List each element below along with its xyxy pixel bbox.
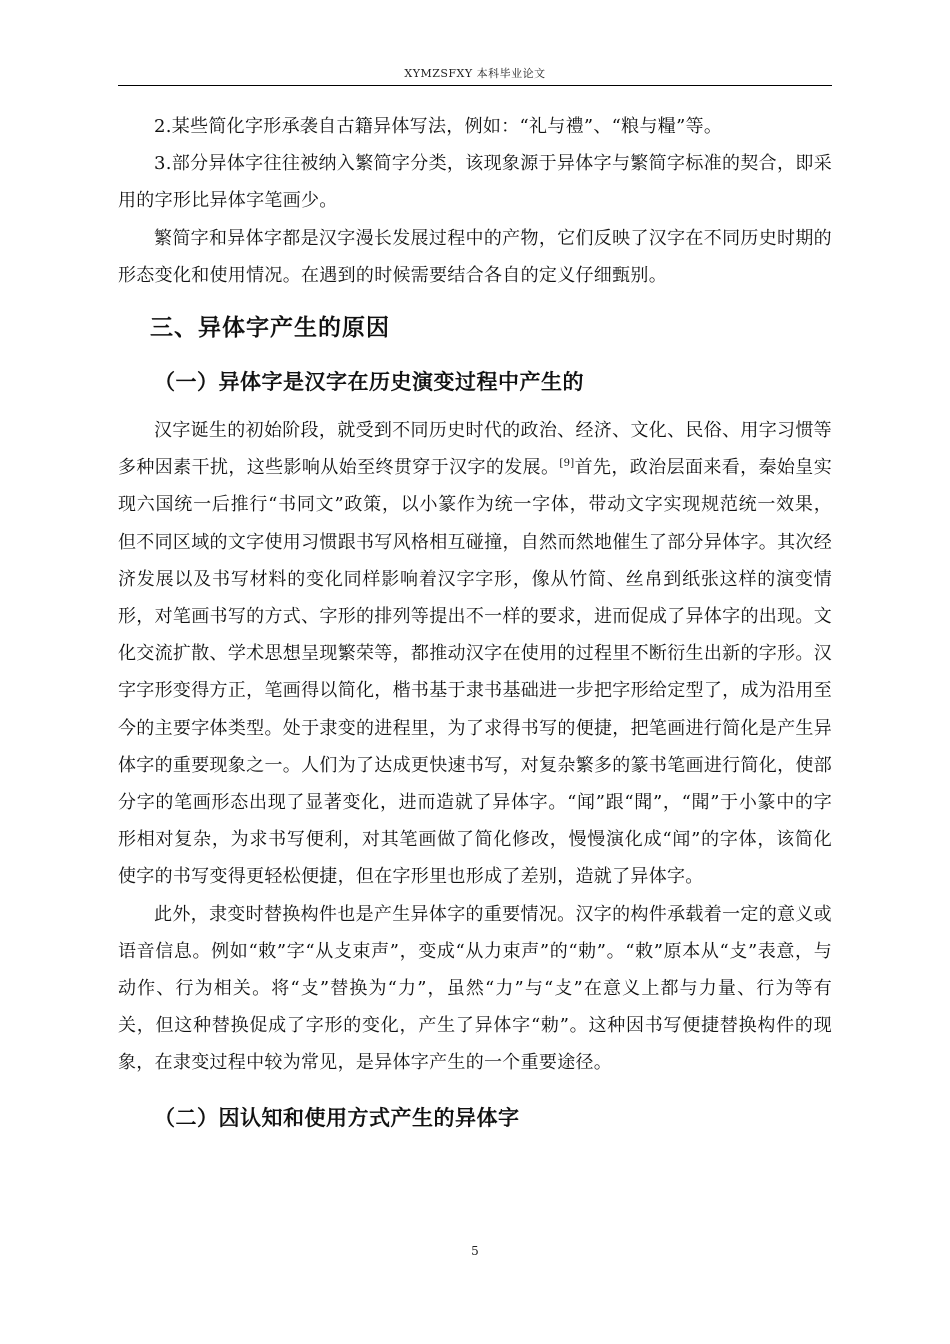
paragraph-item-2: 2.某些简化字形承袭自古籍异体写法，例如：“礼与禮”、“粮与糧”等。 [154,116,723,137]
subsection-heading-2: （二）因认知和使用方式产生的异体字 [154,1105,520,1130]
paragraph-item-3: 3.部分异体字往往被纳入繁简字分类，该现象源于异体字与繁简字标准的契合，即采用的字形比异体字笔画少。 [118,153,832,212]
citation-marker: [9] [559,458,575,470]
paragraph-component-replacement: 此外，隶变时替换构件也是产生异体字的重要情况。汉字的构件承载着一定的意义或语音信息。例如“敕”字“从攴束声”，变成“从力束声”的“勅”。“敕”原本从“攴”表意，与动作、行为相关。将“攴”替换为“力”，虽然“力”与“攴”在意义上都与力量、行为等有关，但这种替换促成了字形的变化，产生了异体字“勅”。这种因书写便捷替换构件的现象，在隶变过程中较为常见，是异体字产生的一个重要途径。 [118,903,832,1074]
running-header: XYMZSFXY 本科毕业论文 [404,67,546,80]
paragraph-history-part-b: 首先，政治层面来看，秦始皇实现六国统一后推行“书同文”政策，以小篆作为统一字体，带动文字实现规范统一效果，但不同区域的文字使用习惯跟书写风格相互碰撞，自然而然地催生了部分异体字。其次经济发展以及书写材料的变化同样影响着汉字字形，像从竹简、丝帛到纸张这样的演变情形，对笔画书写的方式、字形的排列等提出不一样的要求，进而促成了异体字的出现。文化交流扩散、学术思想呈现繁荣等，都推动汉字在使用的过程里不断衍生出新的字形。汉字字形变得方正，笔画得以简化，楷书基于隶书基础进一步把字形给定型了，成为沿用至今的主要字体类型。处于隶变的进程里，为了求得书写的便捷，把笔画进行简化是产生异体字的重要现象之一。人们为了达成更快速书写，对复杂繁多的篆书笔画进行简化，使部分字的笔画形态出现了显著变化，进而造就了异体字。“闻”跟“聞”，“聞”于小篆中的字形相对复杂，为求书写便利，对其笔画做了简化修改，慢慢演化成“闻”的字体，该简化使字的书写变得更轻松便捷，但在字形里也形成了差别，造就了异体字。 [118,457,832,888]
paragraph-history [118,412,832,896]
subsection-heading-1: （一）异体字是汉字在历史演变过程中产生的 [154,370,584,395]
header-rule [118,85,832,86]
page-number: 5 [471,1244,479,1258]
paragraph-history-part-a: 汉字诞生的初始阶段，就受到不同历史时代的政治、经济、文化、民俗、用字习惯等多种因素干扰，这些影响从始至终贯穿于汉字的发展。 [118,420,832,479]
page-body [118,108,832,1148]
section-heading-3: 三、异体字产生的原因 [150,315,390,342]
paragraph-summary: 繁简字和异体字都是汉字漫长发展过程中的产物，它们反映了汉字在不同历史时期的形态变化和使用情况。在遇到的时候需要结合各自的定义仔细甄别。 [118,227,832,286]
